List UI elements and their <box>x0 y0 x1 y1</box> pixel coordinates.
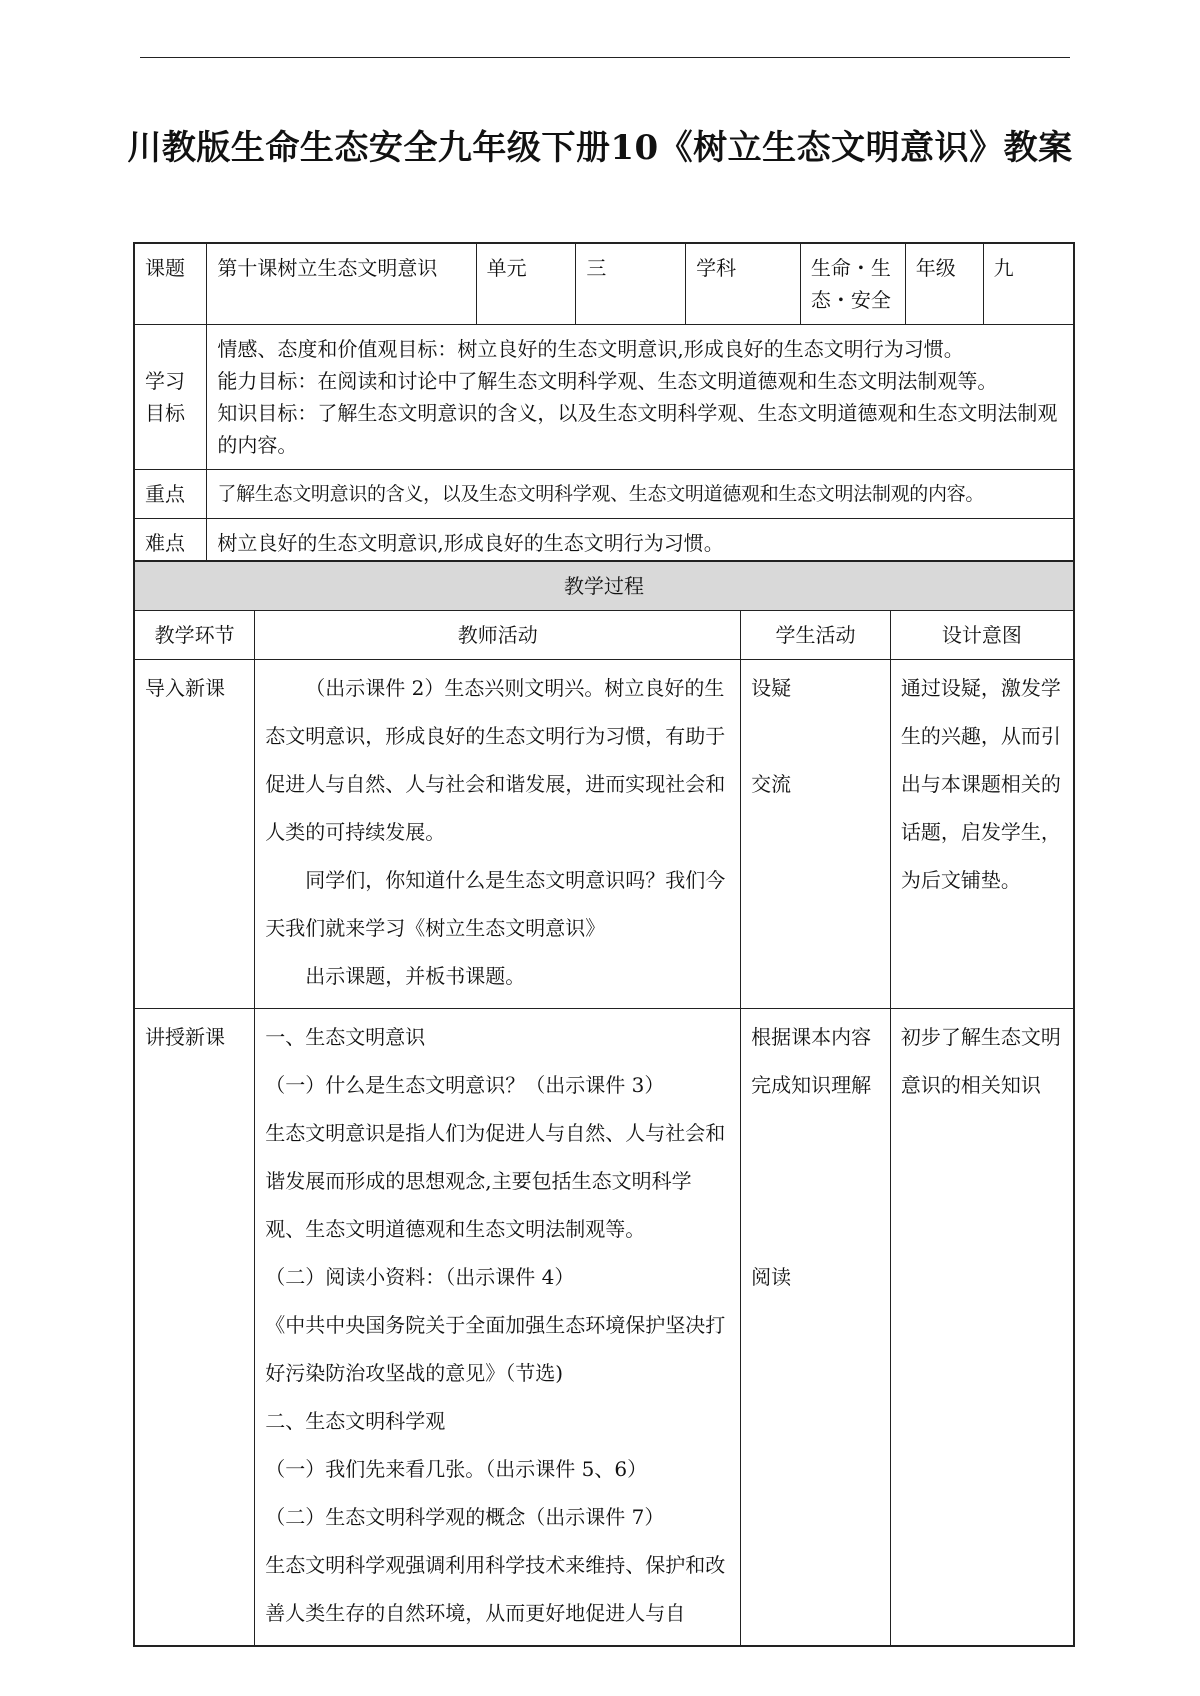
teacher-intro-p3: 出示课题，并板书课题。 <box>305 964 526 988</box>
col-stage: 教学环节 <box>134 611 255 660</box>
process-header: 教学过程 <box>134 561 1074 611</box>
student-intro <box>741 660 891 1009</box>
subject-label: 学科 <box>686 243 801 325</box>
goal-knowledge: 知识目标：了解生态文明意识的含义，以及生态文明科学观、生态文明道德观和生态文明法制观的内容。 <box>217 401 1058 457</box>
teacher-lecture-5: 《中共中央国务院关于全面加强生态环境保护坚决打好污染防治攻坚战的意见》（节选) <box>265 1313 726 1385</box>
teacher-intro <box>255 660 741 1009</box>
col-intent: 设计意图 <box>890 611 1074 660</box>
teacher-intro-p2: 同学们，你知道什么是生态文明意识吗？我们今天我们就来学习《树立生态文明意识》 <box>265 868 726 940</box>
topic-row <box>134 243 1074 325</box>
teaching-process-table <box>133 560 1075 1647</box>
teacher-lecture-2: （一）什么是生态文明意识？（出示课件 3） <box>265 1073 665 1097</box>
col-student: 学生活动 <box>741 611 891 660</box>
stage-intro: 导入新课 <box>134 660 255 1009</box>
goal-emotion: 情感、态度和价值观目标：树立良好的生态文明意识,形成良好的生态文明行为习惯。 <box>217 337 964 361</box>
process-header-row <box>134 561 1074 611</box>
key-label: 重点 <box>134 470 207 519</box>
teacher-lecture-7: （一）我们先来看几张。（出示课件 5、6） <box>265 1457 648 1481</box>
student-intro-1: 设疑 <box>751 676 792 700</box>
grade-value: 九 <box>983 243 1074 325</box>
grade-label: 年级 <box>905 243 983 325</box>
goals-row <box>134 325 1074 470</box>
goal-ability: 能力目标：在阅读和讨论中了解生态文明科学观、生态文明道德观和生态文明法制观等。 <box>217 369 998 393</box>
key-row <box>134 470 1074 519</box>
topic-label: 课题 <box>134 243 207 325</box>
teacher-lecture-8: （二）生态文明科学观的概念（出示课件 7） <box>265 1505 665 1529</box>
col-teacher: 教师活动 <box>255 611 741 660</box>
document-title: 川教版生命生态安全九年级下册10《树立生态文明意识》教案 <box>127 128 1073 168</box>
header-rule <box>140 57 1070 58</box>
teacher-lecture-6: 二、生态文明科学观 <box>265 1409 446 1433</box>
stage-lecture: 讲授新课 <box>134 1009 255 1647</box>
student-intro-2: 交流 <box>751 772 792 796</box>
teacher-lecture-1: 一、生态文明意识 <box>265 1025 426 1049</box>
intent-intro: 通过设疑，激发学生的兴趣，从而引出与本课题相关的话题，启发学生，为后文铺垫。 <box>890 660 1074 1009</box>
teacher-lecture-4: （二）阅读小资料：（出示课件 4） <box>265 1265 575 1289</box>
column-header-row <box>134 611 1074 660</box>
topic-value: 第十课树立生态文明意识 <box>207 243 476 325</box>
student-lecture <box>741 1009 891 1647</box>
table-row <box>134 1009 1074 1647</box>
subject-value: 生命・生态・安全 <box>800 243 905 325</box>
table-row <box>134 660 1074 1009</box>
intent-lecture: 初步了解生态文明意识的相关知识 <box>890 1009 1074 1647</box>
lesson-info-table <box>133 242 1075 569</box>
teacher-lecture-9: 生态文明科学观强调利用科学技术来维持、保护和改善人类生存的自然环境，从而更好地促进人与自 <box>265 1553 726 1625</box>
difficulty-value: 树立良好的生态文明意识,形成良好的生态文明行为习惯。 <box>207 519 1074 569</box>
teacher-intro-p1: （出示课件 2）生态兴则文明兴。树立良好的生态文明意识，形成良好的生态文明行为习惯，有助于促进人与自然、人与社会和谐发展，进而实现社会和人类的可持续发展。 <box>265 676 726 844</box>
teacher-lecture <box>255 1009 741 1647</box>
difficulty-label: 难点 <box>134 519 207 569</box>
goals-cell <box>207 325 1074 470</box>
student-lecture-2: 阅读 <box>751 1265 792 1289</box>
student-lecture-1: 根据课本内容完成知识理解 <box>751 1025 872 1097</box>
unit-label: 单元 <box>476 243 576 325</box>
unit-value: 三 <box>576 243 686 325</box>
key-value: 了解生态文明意识的含义，以及生态文明科学观、生态文明道德观和生态文明法制观的内容。 <box>207 470 1074 519</box>
goals-label: 学习目标 <box>134 325 207 470</box>
teacher-lecture-3: 生态文明意识是指人们为促进人与自然、人与社会和谐发展而形成的思想观念,主要包括生态文明科学观、生态文明道德观和生态文明法制观等。 <box>265 1121 726 1241</box>
